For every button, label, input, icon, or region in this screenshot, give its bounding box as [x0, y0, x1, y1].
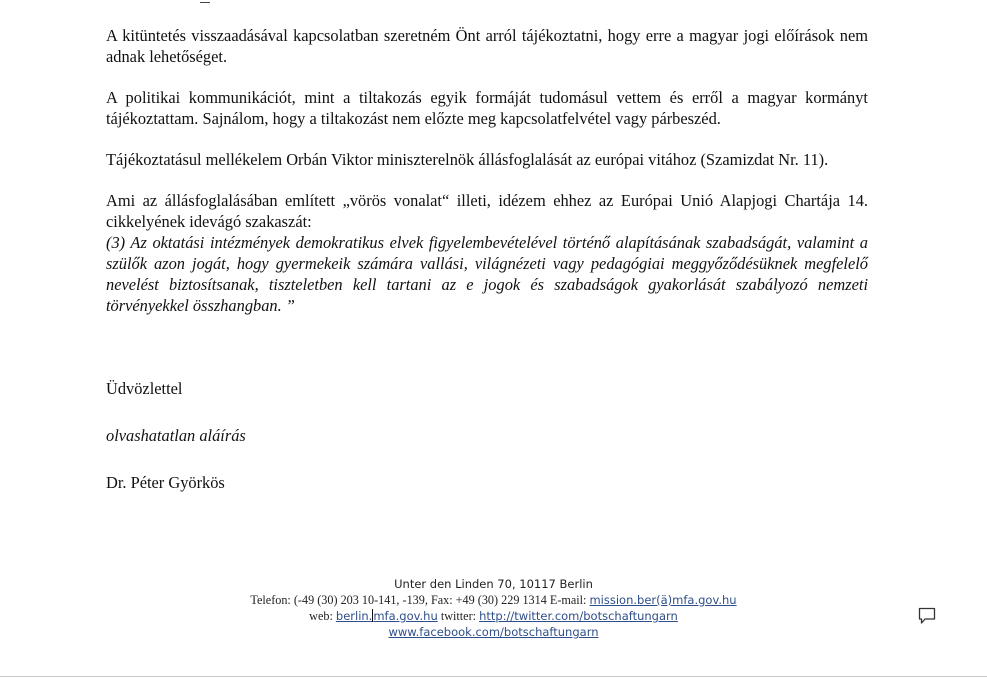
web-label: web: — [309, 609, 333, 623]
paragraph-4: Ami az állásfoglalásában említett „vörös vonalat“ illeti, idézem ehhez az Európai Unió Alapjogi Chartája 14. cikkelyének idevágó szakaszát: — [106, 191, 868, 231]
greeting: Üdvözlettel — [106, 379, 183, 398]
paragraph-3: Tájékoztatásul mellékelem Orbán Viktor miniszterelnök állásfoglalását az európai vitához (Szamizdat Nr. 11). — [106, 150, 829, 169]
email-link[interactable]: mission.ber(ä)mfa.gov.hu — [589, 593, 737, 607]
twitter-label: twitter: — [440, 609, 477, 623]
footer-web-line — [0, 608, 987, 624]
footer-contact-line — [0, 592, 987, 608]
facebook-link[interactable]: www.facebook.com/botschaftungarn — [388, 625, 599, 639]
signature-note: olvashatatlan aláírás — [106, 426, 246, 445]
footer-address: Unter den Linden 70, 10117 Berlin — [394, 577, 593, 591]
paragraph-2: A politikai kommunikációt, mint a tiltakozás egyik formáját tudomásul vettem és erről a magyar kormányt tájékoztattam. Sajnálom, hogy a tiltakozást nem előzte meg kapcsolatfelvétel vagy párbeszéd. — [106, 88, 868, 128]
charter-quote: (3) Az oktatási intézmények demokratikus elvek figyelembevételével történő alapításának szabadságát, valamint a szülők azon jogát, hogy gyermekeik számára vallási, világnézeti vagy pedagógiai meggyőződésüknek megfelelő nevelést biztosítsanak, tiszteletben kell tartani az e jogok és szabadságok gyakorlását szabályozó nemzeti törvényekkel összhangban. ” — [106, 233, 868, 315]
footer-phone-fax: Telefon: (-49 (30) 203 10-141, -139, Fax: +49 (30) 229 1314 E-mail: — [250, 593, 587, 607]
footer-facebook-line — [0, 624, 987, 640]
signer-name: Dr. Péter Györkös — [106, 473, 225, 492]
web-link-part-2: mfa.gov.hu — [373, 609, 438, 623]
footer — [0, 576, 987, 640]
letter-body — [106, 25, 868, 336]
web-link-part-1: berlin. — [335, 609, 373, 623]
paragraph-1: A kitüntetés visszaadásával kapcsolatban szeretném Önt arról tájékoztatni, hogy erre a magyar jogi előírások nem adnak lehetőséget. — [106, 26, 868, 66]
page-bottom-border — [0, 676, 987, 677]
comment-icon[interactable] — [918, 607, 936, 625]
cut-off-line — [200, 0, 210, 3]
web-link[interactable] — [336, 609, 438, 623]
twitter-link[interactable]: http://twitter.com/botschaftungarn — [479, 609, 678, 623]
